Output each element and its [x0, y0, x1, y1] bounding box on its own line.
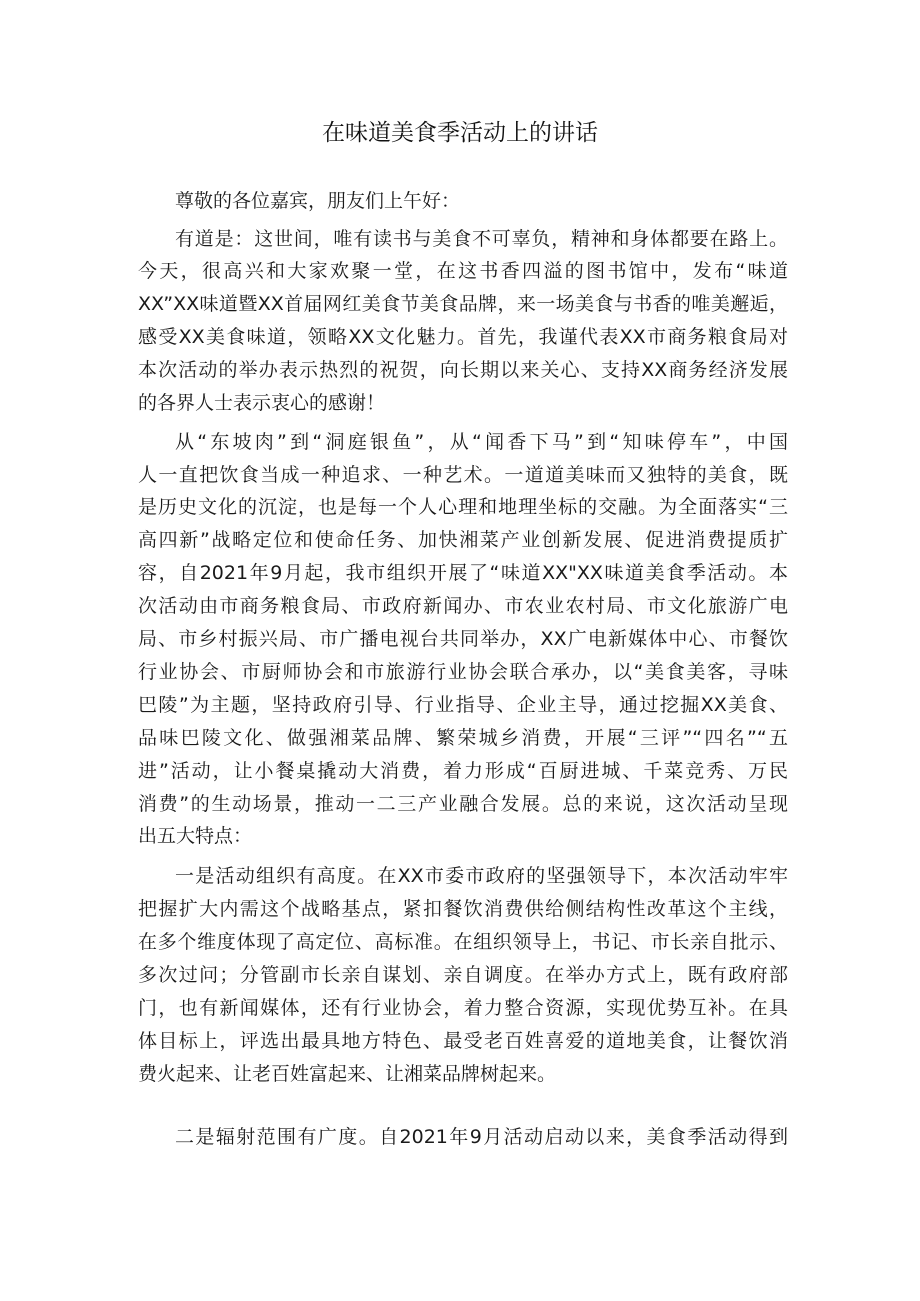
paragraph-1-line: 本次活动的举办表示热烈的祝贺，向长期以来关心、支持XX商务经济发展 — [138, 359, 788, 381]
paragraph-2-line: 从“东坡肉”到“洞庭银鱼”，从“闻香下马”到“知味停车”，中国 — [175, 431, 788, 453]
paragraph-2-line: 巴陵”为主题，坚持政府引导、行业指导、企业主导，通过挖掘XX美食、 — [138, 694, 788, 716]
paragraph-3-line: 门，也有新闻媒体，还有行业协会，着力整合资源，实现优势互补。在具 — [138, 997, 788, 1019]
paragraph-1-line: 今天，很高兴和大家欢聚一堂，在这书香四溢的图书馆中，发布“味道 — [138, 260, 788, 282]
paragraph-2-line: 局、市乡村振兴局、市广播电视台共同举办，XX广电新媒体中心、市餐饮 — [138, 628, 788, 650]
greeting-line: 尊敬的各位嘉宾，朋友们上午好： — [175, 190, 461, 212]
paragraph-2-line: 品味巴陵文化、做强湘菜品牌、繁荣城乡消费，开展“三评”“四名”“五 — [138, 727, 788, 749]
paragraph-2-line: 出五大特点： — [138, 825, 253, 847]
paragraph-2-line: 容，自2021年9月起，我市组织开展了“味道XX"XX味道美食季活动。本 — [138, 562, 788, 584]
paragraph-1-line: XX”XX味道暨XX首届网红美食节美食品牌，来一场美食与书香的唯美邂逅， — [138, 293, 788, 315]
paragraph-2-line: 消费”的生动场景，推动一二三产业融合发展。总的来说，这次活动呈现 — [138, 793, 788, 815]
paragraph-2-line: 进”活动，让小餐桌撬动大消费，着力形成“百厨进城、千菜竞秀、万民 — [138, 760, 788, 782]
paragraph-2-line: 次活动由市商务粮食局、市政府新闻办、市农业农村局、市文化旅游广电 — [138, 595, 788, 617]
paragraph-1-line: 有道是：这世间，唯有读书与美食不可辜负，精神和身体都要在路上。 — [175, 228, 788, 250]
paragraph-1-line: 的各界人士表示衷心的感谢！ — [138, 392, 386, 414]
paragraph-4-line: 二是辐射范围有广度。自2021年9月活动启动以来，美食季活动得到 — [175, 1126, 788, 1148]
paragraph-3-line: 把握扩大内需这个战略基点，紧扣餐饮消费供给侧结构性改革这个主线， — [138, 898, 788, 920]
paragraph-2-line: 是历史文化的沉淀，也是每一个人心理和地理坐标的交融。为全面落实“三 — [138, 496, 788, 518]
paragraph-3-line: 多次过问；分管副市长亲自谋划、亲自调度。在举办方式上，既有政府部 — [138, 964, 788, 986]
paragraph-3-line: 在多个维度体现了高定位、高标准。在组织领导上，书记、市长亲自批示、 — [138, 931, 788, 953]
paragraph-3-line: 费火起来、让老百姓富起来、让湘菜品牌树起来。 — [138, 1063, 557, 1085]
paragraph-1-line: 感受XX美食味道，领略XX文化魅力。首先，我谨代表XX市商务粮食局对 — [138, 326, 788, 348]
paragraph-2-line: 高四新”战略定位和使命任务、加快湘菜产业创新发展、促进消费提质扩 — [138, 529, 788, 551]
paragraph-3-line: 体目标上，评选出最具地方特色、最受老百姓喜爱的道地美食，让餐饮消 — [138, 1030, 788, 1052]
document-title: 在味道美食季活动上的讲话 — [322, 120, 598, 146]
paragraph-2-line: 行业协会、市厨师协会和市旅游行业协会联合承办，以“美食美客，寻味 — [138, 661, 788, 683]
paragraph-3-line: 一是活动组织有高度。在XX市委市政府的坚强领导下，本次活动牢牢 — [175, 865, 788, 887]
paragraph-2-line: 人一直把饮食当成一种追求、一种艺术。一道道美味而又独特的美食，既 — [138, 464, 788, 486]
